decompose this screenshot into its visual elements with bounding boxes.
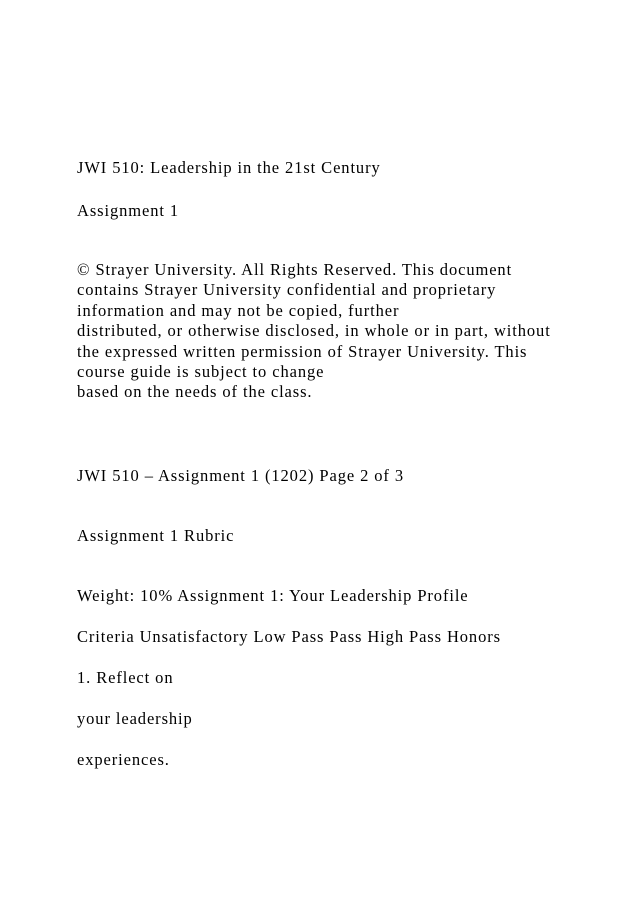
criteria-header: Criteria Unsatisfactory Low Pass Pass High Pass Honors (77, 627, 501, 646)
weight-line: Weight: 10% Assignment 1: Your Leadership Profile (77, 586, 469, 605)
page-header: JWI 510 – Assignment 1 (1202) Page 2 of 3 (77, 466, 404, 485)
criterion-line: your leadership (77, 709, 193, 728)
course-title: JWI 510: Leadership in the 21st Century (77, 158, 381, 177)
copyright-line: based on the needs of the class. (77, 382, 313, 402)
criterion-line: 1. Reflect on (77, 668, 174, 687)
copyright-line: information and may not be copied, further (77, 300, 400, 320)
assignment-label: Assignment 1 (77, 201, 180, 220)
copyright-line: distributed, or otherwise disclosed, in whole or in part, without (77, 321, 551, 341)
copyright-line: © Strayer University. All Rights Reserved. This document (77, 260, 513, 279)
copyright-line: course guide is subject to change (77, 362, 325, 382)
criterion-line: experiences. (77, 750, 170, 769)
copyright-line: the expressed written permission of Strayer University. This (77, 341, 528, 361)
copyright-notice (77, 260, 577, 403)
copyright-line: contains Strayer University confidential and proprietary (77, 280, 497, 300)
rubric-title: Assignment 1 Rubric (77, 526, 235, 545)
